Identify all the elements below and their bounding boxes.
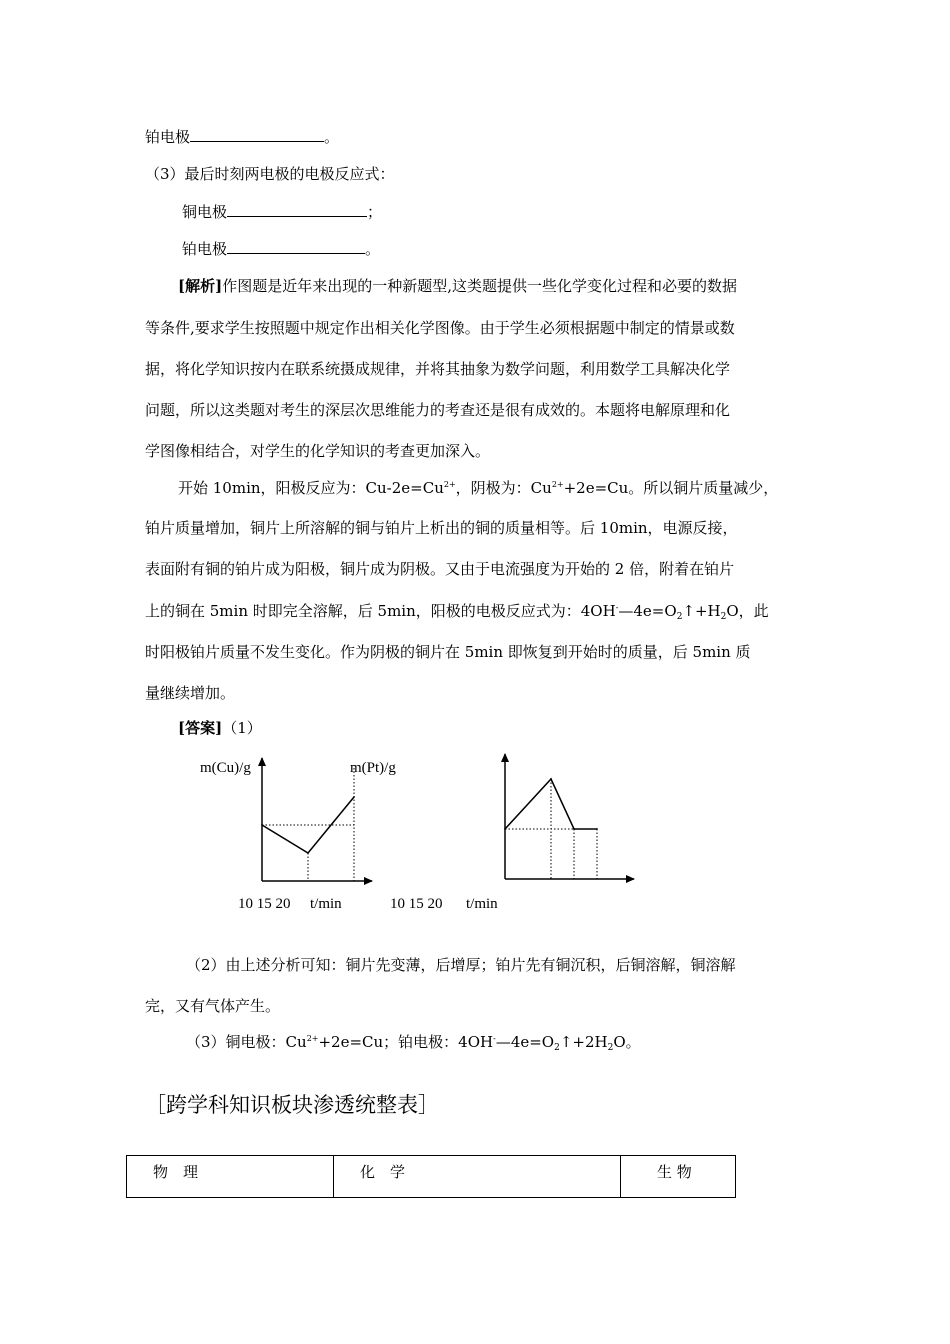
q2-pt-blank bbox=[190, 127, 324, 142]
q3-pt-blank bbox=[227, 239, 365, 254]
para2-l4-sup: - bbox=[615, 603, 619, 612]
x-tick-labels: 10 15 20 bbox=[238, 896, 291, 912]
y-axis-label: m(Cu)/g bbox=[200, 760, 251, 776]
para2-line-2: 铂片质量增加，铜片上所溶解的铜与铂片上析出的铜的质量相等。后 10min，电源反接， bbox=[145, 519, 738, 537]
ans3-sub2: 2 bbox=[607, 1043, 614, 1053]
data-point bbox=[261, 824, 263, 826]
q2-pt-end: 。 bbox=[324, 128, 340, 146]
para2-l4-d: O，此 bbox=[726, 602, 769, 620]
analysis-line-1 bbox=[178, 276, 737, 296]
q3-pt-end: 。 bbox=[365, 240, 381, 258]
ans3-e: O。 bbox=[613, 1033, 641, 1051]
answer-charts bbox=[0, 740, 950, 920]
answer-tag: [答案] bbox=[178, 719, 223, 737]
x-axis-label: t/min bbox=[310, 896, 342, 912]
section-heading: ［跨学科知识板块渗透统整表］ bbox=[145, 1093, 439, 1117]
ans3-sup2: - bbox=[493, 1034, 496, 1043]
analysis-line-2: 等条件,要求学生按照题中规定作出相关化学图像。由于学生必须根据题中制定的情景或数 bbox=[145, 319, 735, 337]
ans3-d: ↑+2H bbox=[559, 1033, 608, 1051]
para2-l4-a: 上的铜在 5min 时即完全溶解，后 5min，阳极的电极反应式为：4OH bbox=[145, 602, 616, 620]
ans3-b: +2e=Cu；铂电极：4OH bbox=[318, 1033, 494, 1051]
cu-mass-chart bbox=[200, 758, 372, 912]
para2-l1-sup2: 2+ bbox=[551, 480, 564, 489]
data-point bbox=[596, 828, 598, 830]
para2-line-6: 量继续增加。 bbox=[145, 684, 236, 702]
y-axis-label: m(Pt)/g bbox=[350, 760, 396, 776]
analysis-text-1: 作图题是近年来出现的一种新题型,这类题提供一些化学变化过程和必要的数据 bbox=[222, 277, 737, 295]
table-header-row bbox=[127, 1156, 736, 1198]
q3-pt-label: 铂电极 bbox=[182, 240, 228, 258]
data-point bbox=[504, 828, 506, 830]
ans3-sub1: 2 bbox=[554, 1043, 560, 1053]
para2-line-3: 表面附有铜的铂片成为阳极，铜片成为阴极。又由于电流强度为开始的 2 倍，附着在铂片 bbox=[145, 560, 735, 578]
x-tick-labels: 10 15 20 bbox=[390, 896, 443, 912]
subject-table bbox=[126, 1155, 736, 1198]
q2-pt-label: 铂电极 bbox=[145, 128, 191, 146]
analysis-line-3: 据，将化学知识按内在联系统摄成规律，并将其抽象为数学问题，利用数学工具解决化学 bbox=[145, 360, 731, 378]
q3-cu-blank bbox=[227, 202, 367, 217]
table-header-physics: 物 理 bbox=[127, 1156, 334, 1198]
ans3-sup1: 2+ bbox=[306, 1034, 319, 1043]
table-header-biology: 生 物 bbox=[621, 1156, 736, 1198]
q3-pt-line bbox=[182, 239, 380, 259]
para2-l4-sub2: 2 bbox=[720, 612, 727, 622]
data-point bbox=[573, 828, 575, 830]
analysis-line-4: 问题，所以这类题对考生的深层次思维能力的考查还是很有成效的。本题将电解原理和化 bbox=[145, 401, 731, 419]
para2-l4-b: —4e=O bbox=[618, 602, 677, 620]
q3-title: （3）最后时刻两电极的电极反应式： bbox=[145, 165, 395, 183]
table-header-chemistry: 化 学 bbox=[334, 1156, 621, 1198]
ans2-line-2: 完，又有气体产生。 bbox=[145, 997, 281, 1015]
q3-cu-line bbox=[182, 202, 382, 222]
para2-l4-c: ↑+H bbox=[682, 602, 721, 620]
x-axis-label: t/min bbox=[466, 896, 498, 912]
para2-l4-sub1: 2 bbox=[676, 612, 683, 622]
analysis-line-5: 学图像相结合，对学生的化学知识的考查更加深入。 bbox=[145, 442, 491, 460]
para2-line-4 bbox=[145, 601, 769, 621]
analysis-tag: [解析] bbox=[178, 277, 223, 295]
ans3-c: —4e=O bbox=[495, 1033, 555, 1051]
data-point bbox=[353, 796, 355, 798]
para2-l1-b: ，阴极为：Cu bbox=[455, 479, 552, 497]
ans3-a: （3）铜电极：Cu bbox=[186, 1033, 307, 1051]
q3-cu-label: 铜电极 bbox=[182, 203, 228, 221]
para2-l1-sup1: 2+ bbox=[443, 480, 456, 489]
para2-line-1 bbox=[178, 478, 778, 498]
answer-part: （1） bbox=[222, 719, 262, 737]
q2-pt-electrode-line bbox=[145, 127, 339, 147]
data-point bbox=[550, 778, 552, 780]
pt-mass-chart bbox=[350, 754, 634, 912]
para2-line-5: 时阳极铂片质量不发生变化。作为阴极的铜片在 5min 即恢复到开始时的质量，后 5min 质 bbox=[145, 643, 751, 661]
ans2-line-1: （2）由上述分析可知：铜片先变薄，后增厚；铂片先有铜沉积，后铜溶解，铜溶解 bbox=[186, 956, 736, 974]
q3-cu-end: ； bbox=[367, 203, 383, 221]
answer-heading bbox=[178, 718, 262, 738]
para2-l1-a: 开始 10min，阳极反应为：Cu-2e=Cu bbox=[178, 479, 444, 497]
ans3-line bbox=[186, 1032, 641, 1052]
para2-l1-c: +2e=Cu。所以铜片质量减少， bbox=[563, 479, 779, 497]
data-point bbox=[307, 852, 309, 854]
